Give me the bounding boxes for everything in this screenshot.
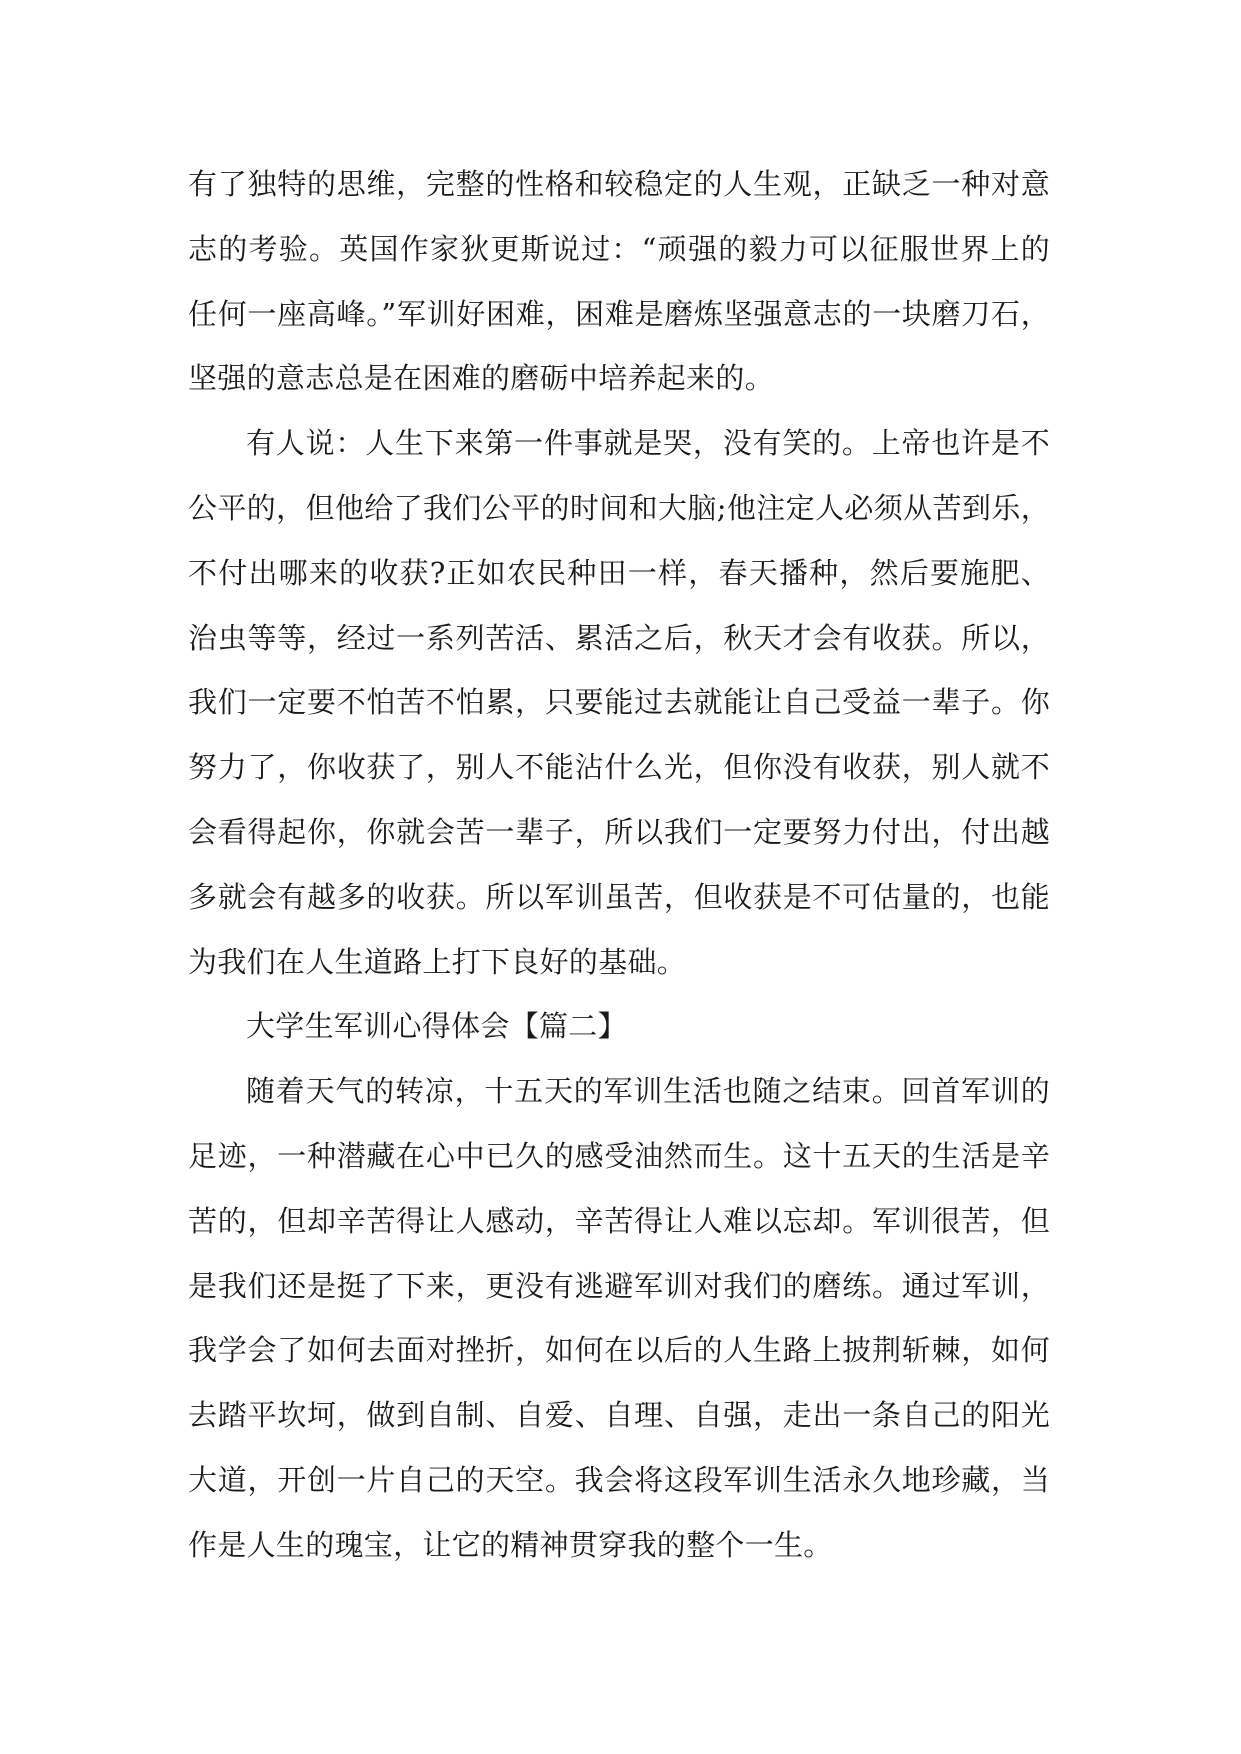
document-body	[188, 152, 1050, 1578]
section-heading: 大学生军训心得体会【篇二】	[246, 1009, 627, 1044]
paragraph-2: 有人说：人生下来第一件事就是哭，没有笑的。上帝也许是不公平的，但他给了我们公平的时间和大脑;他注定人必须从苦到乐，不付出哪来的收获?正如农民种田一样，春天播种，然后要施肥、治虫等等，经过一系列苦活、累活之后，秋天才会有收获。所以，我们一定要不怕苦不怕累，只要能过去就能让自己受益一辈子。你努力了，你收获了，别人不能沾什么光，但你没有收获，别人就不会看得起你，你就会苦一辈子，所以我们一定要努力付出，付出越多就会有越多的收获。所以军训虽苦，但收获是不可估量的，也能为我们在人生道路上打下良好的基础。	[188, 426, 1050, 979]
paragraph-3: 随着天气的转凉，十五天的军训生活也随之结束。回首军训的足迹，一种潜藏在心中已久的感受油然而生。这十五天的生活是辛苦的，但却辛苦得让人感动，辛苦得让人难以忘却。军训很苦，但是我们还是挺了下来，更没有逃避军训对我们的磨练。通过军训，我学会了如何去面对挫折，如何在以后的人生路上披荆斩棘，如何去踏平坎坷，做到自制、自爱、自理、自强，走出一条自己的阳光大道，开创一片自己的天空。我会将这段军训生活永久地珍藏，当作是人生的瑰宝，让它的精神贯穿我的整个一生。	[188, 1074, 1050, 1562]
paragraph-1: 有了独特的思维，完整的性格和较稳定的人生观，正缺乏一种对意志的考验。英国作家狄更斯说过：“顽强的毅力可以征服世界上的任何一座高峰。”军训好困难，困难是磨炼坚强意志的一块磨刀石，坚强的意志总是在困难的磨砺中培养起来的。	[188, 167, 1050, 396]
